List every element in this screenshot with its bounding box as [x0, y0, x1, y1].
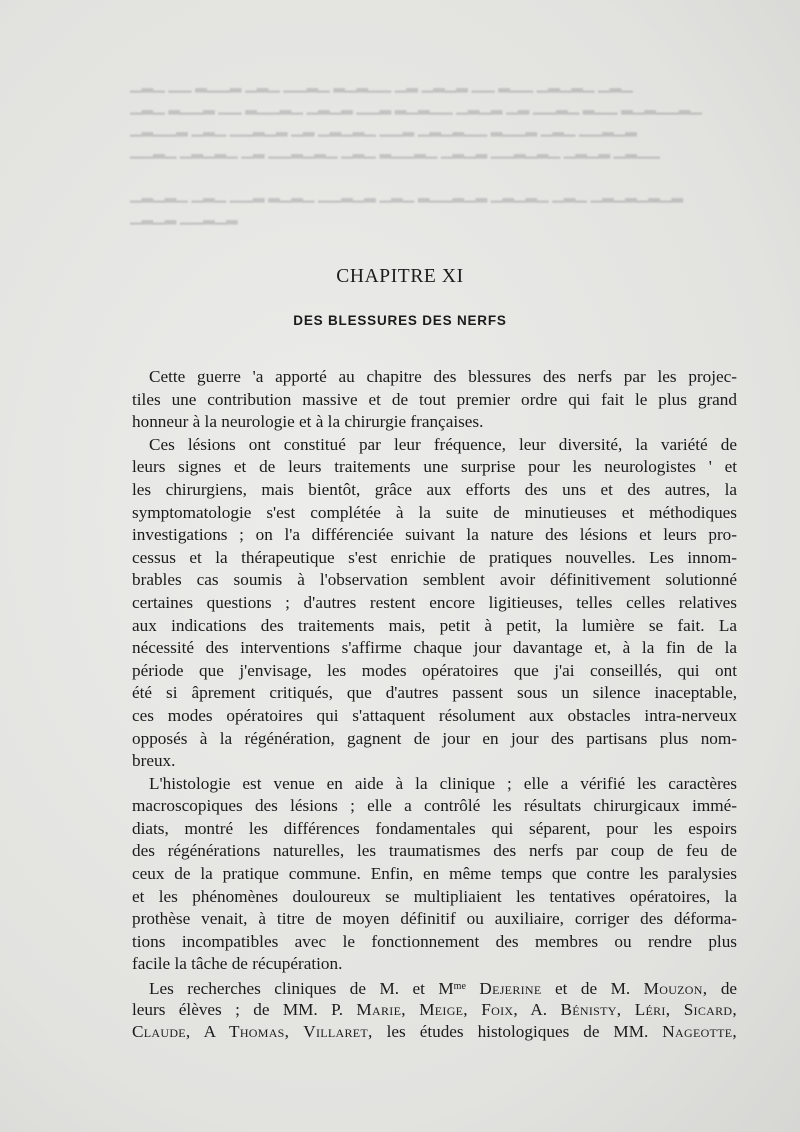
author-name: Mouzon, [643, 979, 708, 999]
chapter-subtitle: DES BLESSURES DES NERFS [293, 313, 507, 329]
text-line: Claude, A Thomas, Villaret, les études histologiques de MM. Nageotte, [132, 1022, 738, 1042]
text-line: ceux de la pratique commune. Enfin, en même temps que contre les paralysies [132, 864, 737, 884]
text-line: opposés à la régénération, gagnent de jour en jour des partisans plus nom- [132, 728, 737, 748]
author-name: Thomas, [229, 1022, 290, 1042]
chapter-title: CHAPITRE XI [336, 266, 464, 288]
text-line: certaines questions ; d'autres restent encore ligitieuses, telles celles relatives [132, 592, 737, 612]
author-name: Nageotte, [662, 1022, 738, 1042]
author-name: Foix, [481, 999, 518, 1019]
bleed-through-texture: ▁▂▁ ▁▁ ▂▁▁▂ ▁▂▁ ▁▁▂▁ ▂▁▂▁▁ ▁▂ ▁▂▁▂ ▁▁ ▂▁▁ ▁▂▁▂▁ ▁▂▁ ▁▂▁ ▂▁▁▂ ▁▁ ▂▁▁▂▁ ▁▂▁▂ ▁▁▂ ▂▁▂▁▁ ▁▂▁▂ ▁▂ ▁▁▂▁ ▂▁▁ ▂▁▂▁▁▂▁ ▁▂▁▁▂ ▁▂▁ ▁▁▂▁▂ ▁▂ ▁▂▁▂▁ ▁▁▂ ▁▂▁▂▁▁ ▂▁▁▂ ▁▂▁ ▁▁▂▁▂ ▁▁▂▁ ▁▂▁▂▁ ▁▂ ▁▁▂▁▂▁ ▁▂▁ ▂▁▁▂▁ ▁▂▁▂ ▁▁▂▁▂▁ ▁▂▁▂ ▁▂▁▁ ▁▂▁▂▁ ▁▂▁ ▁▁▂ ▂▁▂▁ ▁▁▂▁▂ ▁▂▁ ▂▁▁▂▁▂ ▁▂▁▂▁ ▁▂▁ ▁▂▁▂▁▂▁▂ ▁▂▁▂ ▁▁▂▁▂ [130, 77, 702, 225]
text-line: tions incompatibles avec le fonctionnement des membres ou rendre plus [132, 931, 737, 951]
text-line: prothèse venait, à titre de moyen définitif ou auxiliaire, corriger des déforma- [132, 909, 737, 929]
text-line: leurs élèves ; de MM. P. Marie, Meige, Foix, A. Bénisty, Léri, Sicard, [132, 999, 737, 1019]
author-name: Dejerine [479, 979, 542, 999]
text-line: symptomatologie s'est complétée à la suite de minutieuses et méthodiques [132, 502, 737, 522]
author-name: Villaret, [303, 1022, 373, 1042]
text-line: Ces lésions ont constitué par leur fréquence, leur diversité, la variété de [149, 434, 737, 454]
paragraph [132, 434, 737, 773]
paragraph [132, 976, 737, 1044]
text-line: les chirurgiens, mais bientôt, grâce aux efforts des uns et des autres, la [132, 479, 737, 499]
text-line: breux. [132, 751, 176, 771]
text-line: tiles une contribution massive et de tout premier ordre qui fait le plus grand [132, 389, 737, 409]
text-line: des régénérations naturelles, les traumatismes des nerfs par coup de feu de [132, 841, 737, 861]
text-line: Les recherches cliniques de M. et $M^{me}$ Dejerine et de M. Mouzon, de [149, 979, 738, 999]
author-name: Bénisty, [560, 999, 622, 1019]
author-name: Claude, [132, 1022, 191, 1042]
text-line: été si âprement critiqués, que d'autres passent sous un silence inaceptable, [132, 683, 737, 703]
text-line: ces modes opératoires qui s'attaquent résolument aux obstacles intra-nerveux [132, 705, 737, 725]
paragraph [132, 773, 737, 976]
text-line: facile la tâche de récupération. [132, 954, 343, 974]
text-line: L'histologie est venue en aide à la clinique ; elle a vérifié les caractères [149, 773, 737, 793]
author-name: Sicard, [683, 999, 737, 1019]
author-name: Meige, [419, 999, 468, 1019]
author-name: Marie, [356, 999, 406, 1019]
paragraph [132, 366, 737, 434]
text-line: cessus et la thérapeutique s'est enrichie de pratiques nouvelles. Les innom- [132, 547, 737, 567]
text-line: nécessité des interventions s'affirme chaque jour davantage et, à la fin de la [132, 638, 737, 658]
text-line: diats, montré les différences fondamentales qui séparent, pour les espoirs [132, 818, 737, 838]
text-line: macroscopiques des lésions ; elle a contrôlé les résultats chirurgicaux immé- [132, 796, 737, 816]
text-line: leurs signes et de leurs traitements une surprise pour les neurologistes ' et [132, 457, 737, 477]
text-line: honneur à la neurologie et à la chirurgie françaises. [132, 412, 484, 432]
author-name: Léri, [634, 999, 671, 1019]
body-text [132, 366, 737, 1044]
text-line: période que j'envisage, les modes opératoires que j'ai conseillés, qui ont [132, 660, 737, 680]
text-line: investigations ; on l'a différenciée suivant la nature des lésions et leurs pro- [132, 525, 737, 545]
text-line: brables cas soumis à l'observation semblent avoir définitivement solutionné [132, 570, 737, 590]
text-line: Cette guerre 'a apporté au chapitre des blessures des nerfs par les projec- [149, 367, 737, 386]
text-line: et les phénomènes douloureux se multipliaient les tentatives opératoires, la [132, 886, 737, 906]
text-line: aux indications des traitements mais, petit à petit, la lumière se fait. La [132, 615, 737, 635]
